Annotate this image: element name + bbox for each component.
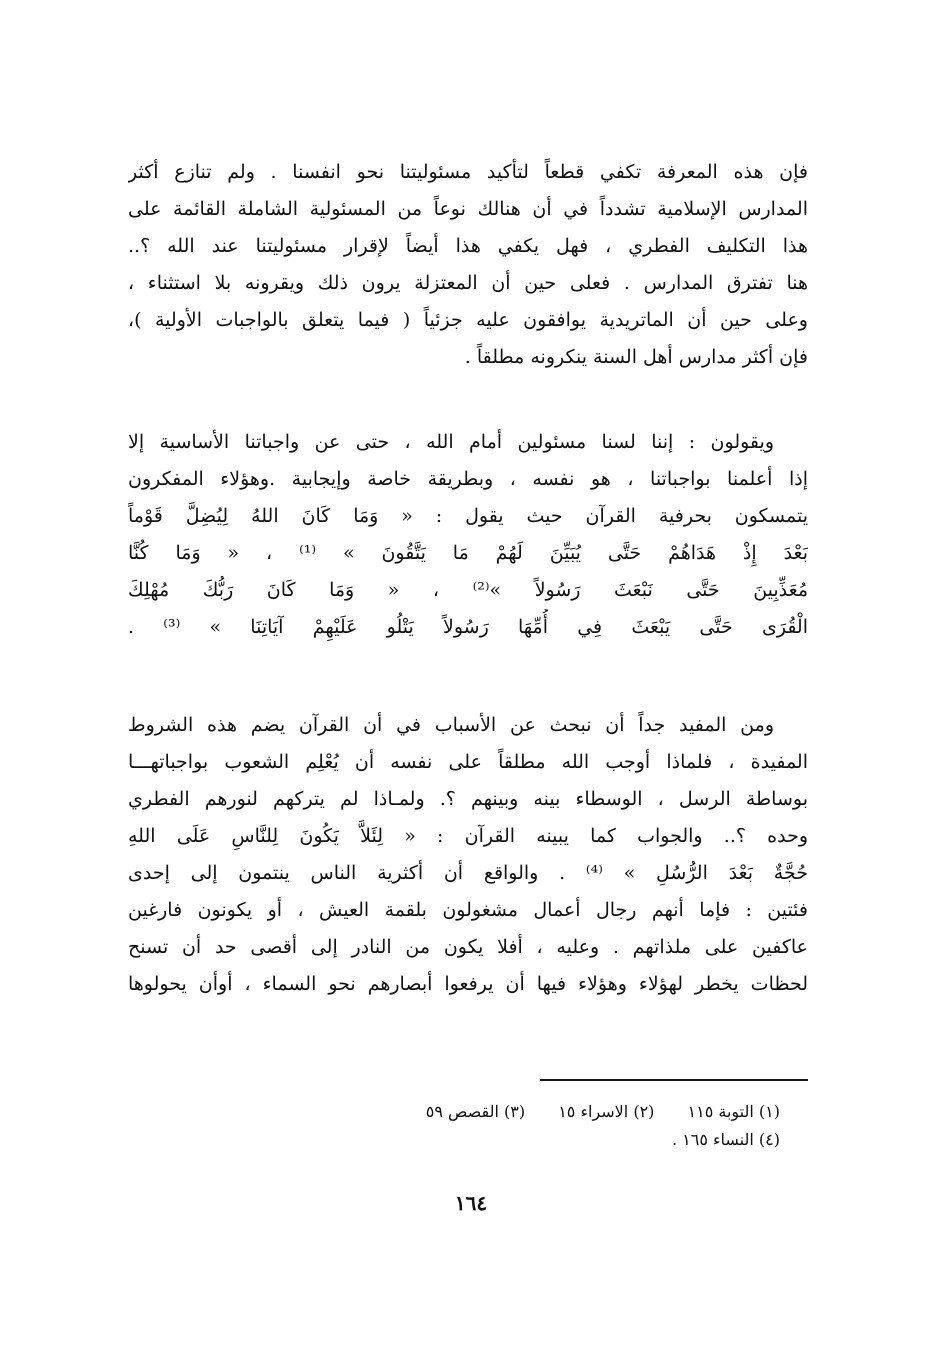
text-line: وعلى حين أن الماتريدية يوافقون عليه جزئياً ( فيما يتعلق بالواجبات الأولية )، — [128, 309, 808, 331]
text-line: هنا تفترق المدارس . فعلى حين أن المعتزلة يرون ذلك ويقرونه بلا استثناء ، — [128, 272, 808, 294]
text-line: المفيدة ، فلماذا أوجب الله مطلقاً على نفسه أن يُعْلِم الشعوب بواجباتهـــا — [128, 751, 808, 773]
text-line: لحظات يخطر لهؤلاء وهؤلاء فيها أن يرفعوا أبصارهم نحو السماء ، أوأن يحولوها — [128, 973, 808, 995]
text-line: وحده ؟.. والجواب كما يبينه القرآن : « لِئَلاَّ يَكُونَ لِلنَّاسِ عَلَى اللهِ — [128, 825, 808, 847]
footnote-line-1 — [300, 1098, 780, 1126]
text-line: مُعَذِّبِينَ حَتَّى نَبْعَثَ رَسُولاً »⁽²⁾ ، « وَمَا كَانَ رَبُّكَ مُهْلِكَ — [128, 579, 808, 601]
paragraph-3 — [128, 707, 808, 1003]
text-line: المدارس الإسلامية تشدداً في أن هنالك نوعاً من المسئولية الشاملة القائمة على — [128, 198, 808, 220]
text-line: فإن أكثر مدارس أهل السنة ينكرونه مطلقاً . — [464, 346, 808, 368]
text-line: ومن المفيد جداً أن نبحث عن الأسباب في أن القرآن يضم هذه الشروط — [128, 714, 774, 736]
text-line: يتمسكون بحرفية القرآن حيث يقول : « وَمَا كَانَ اللهُ لِيُضِلَّ قَوْماً — [128, 505, 808, 527]
text-line: بوساطة الرسل ، الوسطاء بينه وبينهم ؟. ولمـاذا لم يتركهم لنورهم الفطري — [128, 788, 808, 810]
text-line: حُجَّةٌ بَعْدَ الرُّسُلِ » ⁽⁴⁾ . والواقع أن أكثرية الناس ينتمون إلى إحدى — [128, 862, 808, 884]
text-line: الْقُرَى حَتَّى يَبْعَثَ فِي أُمِّهَا رَسُولاً يَتْلُو عَلَيْهِمْ آيَاتِنَا » ⁽³⁾ . — [128, 616, 808, 638]
footnotes — [300, 1098, 780, 1154]
text-line: عاكفين على ملذاتهم . وعليه ، أفلا يكون من النادر إلى أقصى حد أن تسنح — [128, 936, 808, 958]
text-line: بَعْدَ إِذْ هَدَاهُمْ حَتَّى يُبَيِّنَ لَهُمْ مَا يَتَّقُونَ » ⁽¹⁾ ، « وَمَا كُنَّا — [128, 542, 808, 564]
text-line: فإن هذه المعرفة تكفي قطعاً لتأكيد مسئوليتنا نحو انفسنا . ولم تنازع أكثر — [128, 161, 808, 183]
text-line: ويقولون : إننا لسنا مسئولين أمام الله ، حتى عن واجباتنا الأساسية إلا — [128, 431, 774, 453]
paragraph-2 — [128, 424, 808, 646]
footnote-3: (٣) القصص ٥٩ — [425, 1102, 526, 1121]
footnote-4: (٤) النساء ١٦٥ . — [671, 1130, 780, 1149]
page-number: ١٦٤ — [454, 1191, 488, 1215]
footnote-2: (٢) الاسراء ١٥ — [558, 1102, 655, 1121]
text-line: إذا أعلمنا بواجباتنا ، هو نفسه ، وبطريقة خاصة وإيجابية .وهؤلاء المفكرون — [128, 468, 808, 490]
footnote-divider — [540, 1079, 808, 1081]
text-line: فئتين : فإما أنهم رجال أعمال مشغولون بلقمة العيش ، أو يكونون فارغين — [128, 899, 808, 921]
paragraph-1 — [128, 154, 808, 376]
footnote-1: (١) التوبة ١١٥ — [687, 1102, 780, 1121]
text-line: هذا التكليف الفطري ، فهل يكفي هذا أيضاً لإقرار مسئوليتنا عند الله ؟.. — [128, 235, 808, 257]
